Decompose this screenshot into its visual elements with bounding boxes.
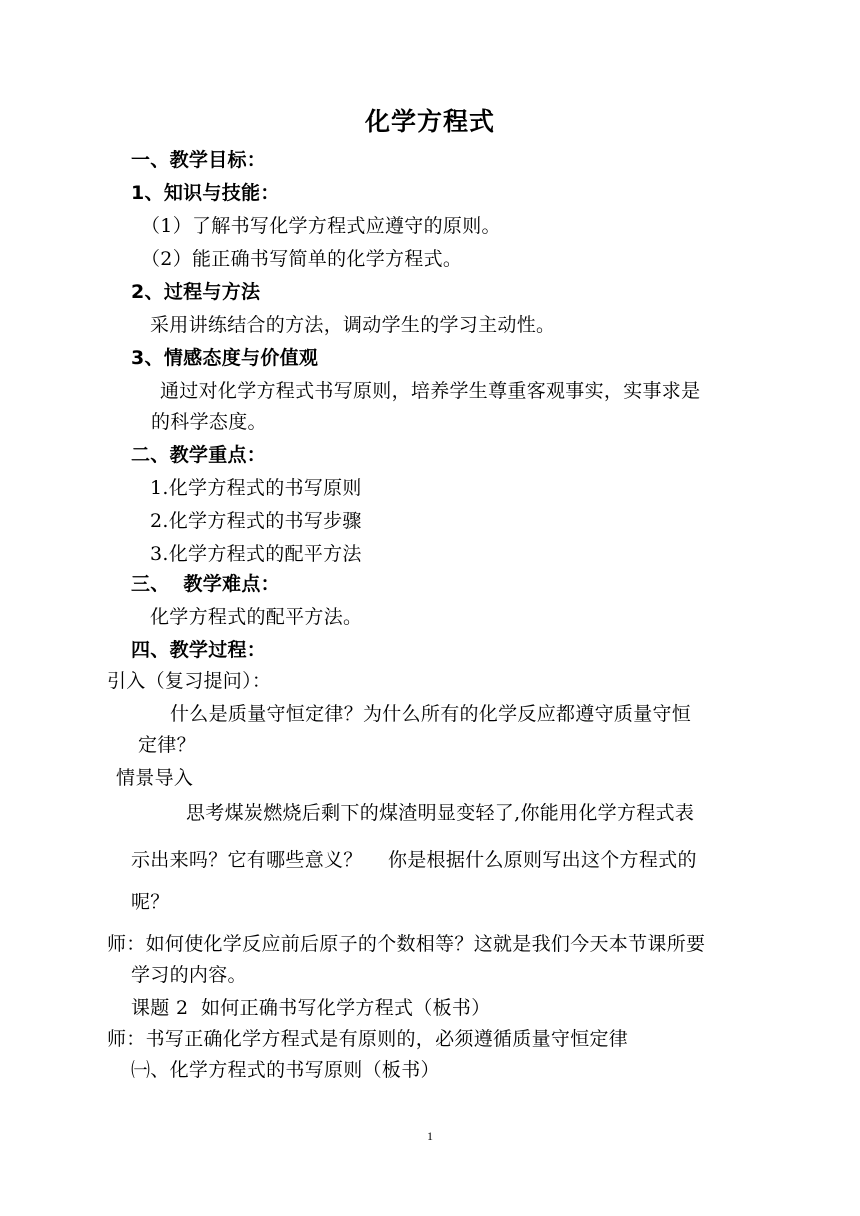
objective-item-1: （1）了解书写化学方程式应遵守的原则。 [141,215,501,237]
heading-teaching-objectives: 一、教学目标： [131,149,267,171]
scenario-intro-label: 情景导入 [116,767,194,789]
subheading-process-method: 2、过程与方法 [131,281,261,303]
teacher-question-line-1: 师：如何使化学反应前后原子的个数相等？这就是我们今天本节课所要 [107,933,706,955]
review-question-line-1: 什么是质量守恒定律？为什么所有的化学反应都遵守质量守恒 [170,703,692,725]
lesson-topic-line: 课题 2 如何正确书写化学方程式（板书） [131,997,491,1019]
subheading-attitude-values: 3、情感态度与价值观 [131,347,319,369]
focus-item-2: 2.化学方程式的书写步骤 [150,510,362,532]
focus-item-1: 1.化学方程式的书写原则 [150,477,362,499]
intro-review-question: 引入（复习提问）： [107,670,272,692]
difficulty-text: 化学方程式的配平方法。 [150,606,363,628]
focus-item-3: 3.化学方程式的配平方法 [150,543,362,565]
document-title: 化学方程式 [364,107,495,136]
page-number: 1 [427,1129,433,1143]
review-question-line-2: 定律？ [138,734,196,756]
teacher-question-line-2: 学习的内容。 [131,964,247,986]
heading-teaching-difficulty: 三、 教学难点： [131,573,280,595]
attitude-text-line-1: 通过对化学方程式书写原则，培养学生尊重客观事实，实事求是 [160,380,701,402]
heading-teaching-process: 四、教学过程： [131,639,267,661]
process-method-text: 采用讲练结合的方法，调动学生的学习主动性。 [150,314,556,336]
scenario-text-line-2: 示出来吗？它有哪些意义？ 你是根据什么原则写出这个方程式的 [131,849,697,871]
attitude-text-line-2: 的科学态度。 [151,411,267,433]
objective-item-2: （2）能正确书写简单的化学方程式。 [141,248,463,270]
heading-teaching-focus: 二、教学重点： [131,444,267,466]
section-writing-principles: ㈠、化学方程式的书写原则（板书） [131,1059,440,1081]
scenario-text-line-1: 思考煤炭燃烧后剩下的煤渣明显变轻了,你能用化学方程式表 [186,802,695,824]
subheading-knowledge-skills: 1、知识与技能： [131,182,280,204]
teacher-principle-line: 师：书写正确化学方程式是有原则的，必须遵循质量守恒定律 [107,1028,629,1050]
scenario-text-line-3: 呢？ [131,891,170,913]
